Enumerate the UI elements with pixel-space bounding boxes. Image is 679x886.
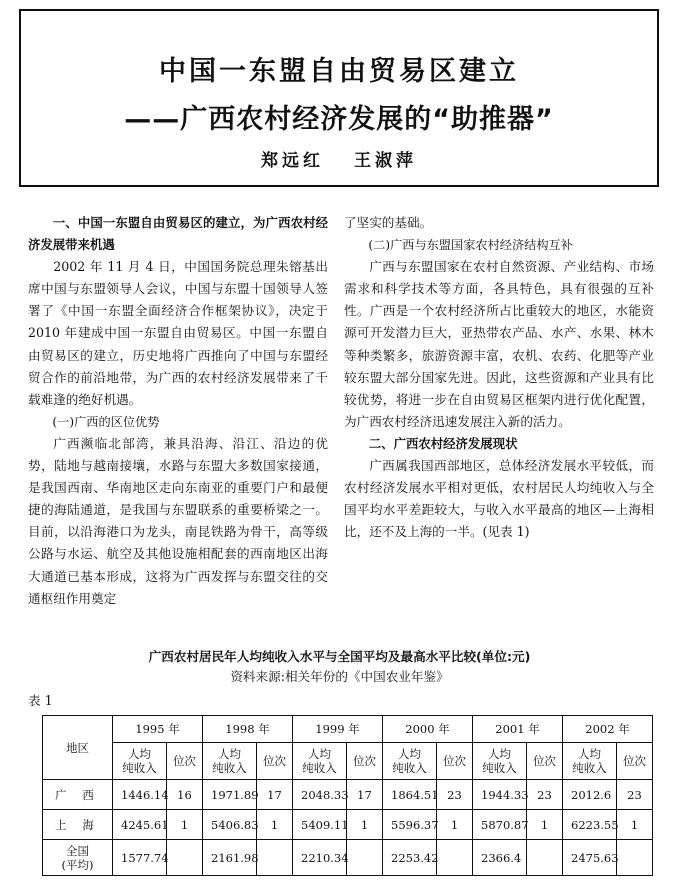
income-subheader: [473, 743, 527, 780]
article-subtitle: ——广西农村经济发展的“助推器”: [124, 104, 554, 135]
author-name: 王淑萍: [353, 151, 417, 171]
income-value: 2210.34: [293, 840, 347, 876]
year-header: 2002 年: [563, 716, 653, 743]
rank-value: [617, 840, 653, 876]
income-value: 5406.83: [203, 810, 257, 840]
rank-value: 1: [617, 810, 653, 840]
income-subheader: [203, 743, 257, 780]
paragraph: 广西属我国西部地区，总体经济发展水平较低，而农村经济发展水平相对更低，农村居民人均纯收入与全国平均水平差距较大，与收入水平最高的地区—上海相比，还不及上海的一半。(见表 1): [344, 458, 654, 540]
income-value: 1944.33: [473, 780, 527, 810]
article-title: 中国一东盟自由贸易区建立: [159, 56, 519, 87]
section-heading: 一、中国一东盟自由贸易区的建立，为广西农村经济发展带来机遇: [28, 215, 328, 253]
year-header: 1995 年: [113, 716, 203, 743]
income-value: 4245.61: [113, 810, 167, 840]
rank-value: 1: [167, 810, 203, 840]
rank-value: 23: [617, 780, 653, 810]
rank-value: 16: [167, 780, 203, 810]
right-column: [344, 212, 654, 543]
rank-subheader: 位次: [257, 743, 293, 780]
left-column: [28, 212, 328, 610]
income-subheader-line: 纯收入: [122, 761, 157, 775]
income-subheader: [563, 743, 617, 780]
rank-value: [257, 840, 293, 876]
income-subheader-line: 人均: [218, 747, 241, 761]
table-title: 广西农村居民年人均纯收入水平与全国平均及最高水平比较(单位:元): [148, 649, 531, 664]
income-value: 2475.63: [563, 840, 617, 876]
year-header: 1998 年: [203, 716, 293, 743]
rank-subheader: 位次: [167, 743, 203, 780]
region-label: 上 海: [55, 817, 100, 832]
region-label: (平均): [61, 857, 94, 872]
income-subheader-line: 纯收入: [302, 761, 337, 775]
author-name: 郑远红: [261, 151, 325, 171]
year-header: 1999 年: [293, 716, 383, 743]
income-subheader: [293, 743, 347, 780]
rank-value: 17: [257, 780, 293, 810]
authors: [21, 146, 657, 171]
paragraph: 广西濒临北部湾，兼具沿海、沿江、沿边的优势，陆地与越南接壤，水路与东盟大多数国家接通，是我国西南、华南地区走向东南亚的重要门户和最便捷的海陆通道，是我国与东盟联系的重要桥梁之一。目前，以沿海港口为龙头，南昆铁路为骨干，高等级公路与水运、航空及其他设施相配套的西南地区出海大通道已基本形成，这将为广西发挥与东盟交往的交通枢纽作用奠定: [28, 435, 328, 606]
income-subheader-line: 人均: [308, 747, 331, 761]
title-box: [19, 9, 659, 187]
income-value: 6223.55: [563, 810, 617, 840]
income-value: 5409.11: [293, 810, 347, 840]
income-subheader: [113, 743, 167, 780]
income-subheader-line: 人均: [488, 747, 511, 761]
table-label: 表 1: [28, 693, 53, 708]
income-subheader: [383, 743, 437, 780]
rank-value: 1: [347, 810, 383, 840]
income-subheader-line: 人均: [578, 747, 601, 761]
income-value: 2048.33: [293, 780, 347, 810]
table-row: [43, 780, 653, 810]
table-source: 资料来源:相关年份的《中国农业年鉴》: [230, 669, 449, 684]
rank-value: [347, 840, 383, 876]
rank-value: [437, 840, 473, 876]
income-value: 1577.74: [113, 840, 167, 876]
region-label: 全国: [66, 843, 89, 858]
subsection-heading: (一)广西的区位优势: [52, 414, 160, 429]
year-header: 2000 年: [383, 716, 473, 743]
region-label: 广 西: [55, 787, 100, 802]
rank-subheader: 位次: [617, 743, 653, 780]
paragraph: 2002 年 11 月 4 日，中国国务院总理朱镕基出席中国与东盟领导人会议，中国与东盟十国领导人签署了《中国一东盟全面经济合作框架协议》，决定于 2010 年建成中国一东盟自由贸易区。中国一东盟自由贸易区的建立，历史地将广西推向了中国与东盟经贸合作的前沿地带，为广西的农村经济发展带来了千载难逢的绝好机遇。: [28, 259, 328, 407]
rank-value: [527, 840, 563, 876]
paragraph: 广西与东盟国家在农村自然资源、产业结构、市场需求和科学技术等方面，各具特色，具有很强的互补性。广西是一个农村经济所占比重较大的地区，水能资源可开发潜力巨大，亚热带农产品、水产、水果、林木等种类繁多，旅游资源丰富，农机、农药、化肥等产业较东盟大部分国家先进。因此，这些资源和产业具有比较优势，将进一步在自由贸易区框架内进行优化配置，为广西农村经济迅速发展注入新的活力。: [344, 259, 654, 429]
income-value: 1446.14: [113, 780, 167, 810]
rank-subheader: 位次: [347, 743, 383, 780]
income-value: 2161.98: [203, 840, 257, 876]
rank-value: [167, 840, 203, 876]
rank-value: 1: [437, 810, 473, 840]
rank-value: 1: [527, 810, 563, 840]
region-cell: [43, 810, 113, 840]
year-header: 2001 年: [473, 716, 563, 743]
income-subheader-line: 纯收入: [392, 761, 427, 775]
rank-value: 1: [257, 810, 293, 840]
table-row: [43, 810, 653, 840]
income-table: [42, 715, 653, 876]
region-cell: [43, 840, 113, 876]
paragraph-continued: 了坚实的基础。: [344, 215, 433, 230]
income-subheader-line: 纯收入: [212, 761, 247, 775]
income-subheader-line: 纯收入: [572, 761, 607, 775]
rank-subheader: 位次: [437, 743, 473, 780]
income-value: 1971.89: [203, 780, 257, 810]
income-subheader-line: 人均: [128, 747, 151, 761]
section-heading: 二、广西农村经济发展现状: [368, 435, 518, 451]
rank-subheader: 位次: [527, 743, 563, 780]
region-cell: [43, 780, 113, 810]
income-value: 2366.4: [473, 840, 527, 876]
income-value: 1864.51: [383, 780, 437, 810]
subsection-heading: (二)广西与东盟国家农村经济结构互补: [368, 238, 573, 253]
income-value: 2012.6: [563, 780, 617, 810]
income-subheader-line: 人均: [398, 747, 421, 761]
rank-value: 17: [347, 780, 383, 810]
rank-value: 23: [437, 780, 473, 810]
rank-value: 23: [527, 780, 563, 810]
region-header: 地区: [43, 716, 113, 780]
income-subheader-line: 纯收入: [482, 761, 517, 775]
income-value: 5596.37: [383, 810, 437, 840]
table-row: [43, 840, 653, 876]
income-value: 2253.42: [383, 840, 437, 876]
income-value: 5870.87: [473, 810, 527, 840]
